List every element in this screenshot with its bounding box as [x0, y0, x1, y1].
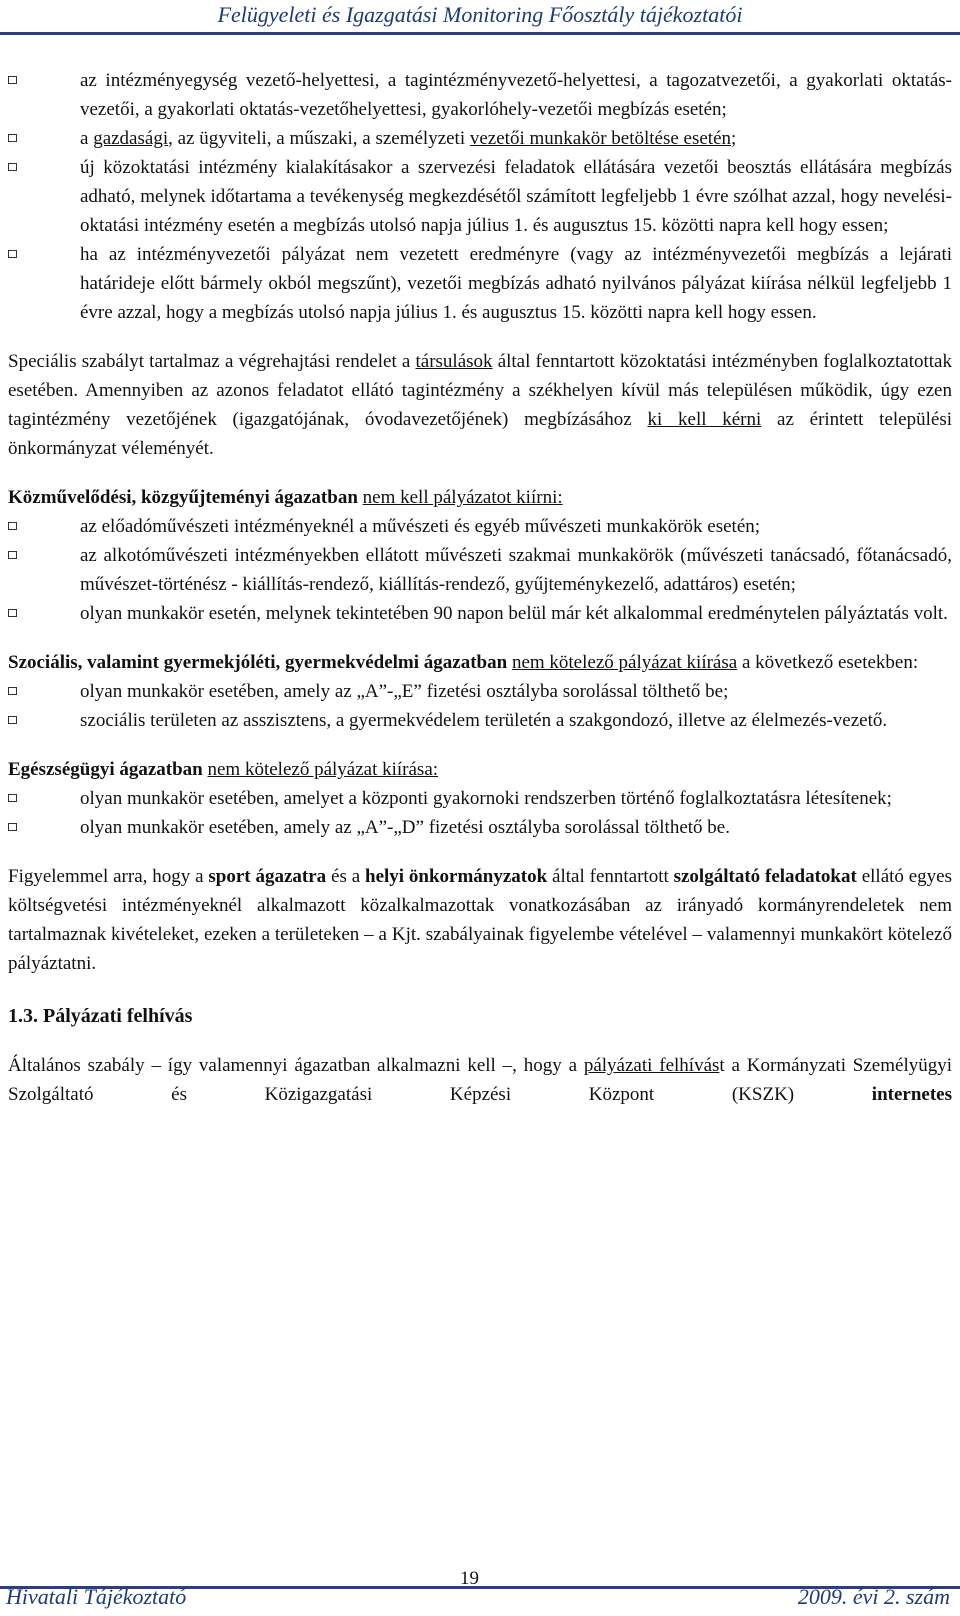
section-heading: 1.3. Pályázati felhívás — [8, 1005, 193, 1027]
list-item — [8, 784, 952, 813]
list-item-text: olyan munkakör esetén, melynek tekintetében 90 napon belül már két alkalommal eredménytelen pályáztatás volt. — [80, 603, 948, 624]
text-run: Figyelemmel arra, hogy a — [8, 866, 209, 887]
text-run: a következő esetekben: — [737, 652, 919, 673]
bold-text: Közművelődési, közgyűjteményi ágazatban — [8, 487, 358, 508]
list-item-text: az előadóművészeti intézményeknél a művészeti és egyéb művészeti munkakörök esetén; — [80, 516, 761, 537]
bullet-list-culture — [8, 512, 952, 628]
running-header: Felügyeleti és Igazgatási Monitoring Főosztály tájékoztatói — [217, 2, 743, 27]
footer-publication: Hivatali Tájékoztató — [6, 1584, 187, 1609]
underlined-text: gazdasági — [93, 128, 169, 149]
list-item-text: új közoktatási intézmény kialakításakor a szervezési feladatok ellátására vezetői beosztás ellátására megbízás adható, melynek időtartama a tevékenység megkezdésétől számított legfeljebb 1 évre szólhat azzal, hogy nevelési-oktatási intézmény esetén a megbízás utolsó napja július 1. és augusztus 15. közötti napra kell hogy essen; — [80, 157, 952, 236]
square-bullet-icon — [8, 134, 17, 142]
section-culture — [8, 483, 952, 628]
section-health — [8, 755, 952, 842]
text-run: t a Kormányzati Személyügyi Szolgáltató és Közigazgatási Képzési Központ (KSZK) — [8, 1055, 953, 1105]
text-run: a — [80, 128, 94, 149]
underlined-text: nem kötelező pályázat kiírása: — [207, 759, 439, 780]
square-bullet-icon — [8, 551, 17, 559]
underlined-text: nem kell pályázatot kiírni: — [362, 487, 563, 508]
list-item — [8, 124, 952, 153]
list-item-text: az intézményegység vezető-helyettesi, a tagintézményvezető-helyettesi, a tagozatvezetői, a gyakorlati oktatás-vezetői, a gyakorlati oktatás-vezetőhelyettesi, gyakorlóhely-vezetői megbízás esetén; — [80, 70, 952, 120]
list-item — [8, 677, 952, 706]
section-lead — [8, 483, 952, 512]
paragraph-associations — [8, 347, 952, 463]
square-bullet-icon — [8, 609, 17, 617]
underlined-text: társulások — [415, 351, 493, 372]
bold-text: helyi önkormányzatok — [365, 866, 548, 887]
text-run: , az ügyviteli, a műszaki, a személyzeti — [168, 128, 470, 149]
bold-text: sport ágazatra — [208, 866, 327, 887]
page-number: 19 — [460, 1568, 479, 1589]
bold-text: szolgáltató feladatokat — [673, 866, 857, 887]
square-bullet-icon — [8, 716, 17, 724]
list-item — [8, 512, 952, 541]
underlined-text: vezetői munkakör betöltése esetén — [469, 128, 732, 149]
square-bullet-icon — [8, 76, 17, 84]
section-social — [8, 648, 952, 735]
page-content — [8, 66, 952, 1109]
list-item-text: szociális területen az asszisztens, a gyermekvédelem területén a szakgondozó, illetve az élelmezés-vezető. — [80, 710, 888, 731]
bullet-list-social — [8, 677, 952, 735]
text-run: által fenntartott — [547, 866, 674, 887]
square-bullet-icon — [8, 687, 17, 695]
bullet-list-health — [8, 784, 952, 842]
list-item — [8, 813, 952, 842]
underlined-text: ki kell kérni — [647, 409, 762, 430]
section-lead — [8, 755, 952, 784]
square-bullet-icon — [8, 823, 17, 831]
text-run: ; — [731, 128, 737, 149]
section-lead — [8, 648, 952, 677]
list-item — [8, 240, 952, 327]
list-item — [8, 706, 952, 735]
list-item-text: olyan munkakör esetében, amelyet a központi gyakornoki rendszerben történő foglalkoztatásra létesítenek; — [80, 788, 892, 809]
header-rule — [0, 32, 960, 35]
text-run: és a — [326, 866, 365, 887]
bold-text: Egészségügyi ágazatban — [8, 759, 203, 780]
paragraph-announcement — [8, 1051, 952, 1109]
text-run: ellátó egyes költségvetési intézményeknél alkalmazott közalkalmazottak vonatkozásában az irányadó kormányrendeletek nem tartalmaznak kivételeket, ezeken a területeken – a Kjt. szabályainak figyelembe vételével – valamennyi munkakört kötelező pályáztatni. — [8, 866, 953, 974]
text-run: Speciális szabályt tartalmaz a végrehajtási rendelet a — [8, 351, 416, 372]
list-item — [8, 599, 952, 628]
list-item — [8, 153, 952, 240]
bold-text: Szociális, valamint gyermekjóléti, gyermekvédelmi ágazatban — [8, 652, 508, 673]
list-item-text: az alkotóművészeti intézményekben ellátott művészeti szakmai munkakörök (művészeti tanácsadó, főtanácsadó, művészet-történész - kiállítás-rendező, kiállítás-rendező, gyűjteménykezelő, adattáros) esetén; — [80, 545, 952, 595]
text-run: Általános szabály – így valamennyi ágazatban alkalmazni kell –, hogy a — [8, 1055, 584, 1076]
underlined-text: pályázati felhívás — [583, 1055, 720, 1076]
square-bullet-icon — [8, 250, 17, 258]
text-run: az érintett települési önkormányzat véleményét. — [8, 409, 952, 459]
list-item — [8, 66, 952, 124]
square-bullet-icon — [8, 794, 17, 802]
paragraph-sport — [8, 862, 952, 978]
square-bullet-icon — [8, 163, 17, 171]
list-item — [8, 541, 952, 599]
text-run: által fenntartott közoktatási intézményben foglalkoztatottak esetében. Amennyiben az azonos feladatot ellátó tagintézmény a székhelyen kívül más településen működik, úgy ezen tagintézmény vezetőjének (igazgatójának, óvodavezetőjének) megbízásához — [8, 351, 952, 430]
list-item-text: olyan munkakör esetében, amely az „A”-„E” fizetési osztályba sorolással tölthető be; — [80, 681, 729, 702]
bold-text: internetes — [871, 1084, 952, 1105]
bullet-list-education — [8, 66, 952, 327]
footer-issue: 2009. évi 2. szám — [797, 1584, 950, 1609]
list-item-text: ha az intézményvezetői pályázat nem vezetett eredményre (vagy az intézményvezetői megbízás a lejárati határideje előtt bármely okból megszűnt), vezetői megbízás adható nyilvános pályázat kiírása nélkül legfeljebb 1 évre azzal, hogy a megbízás utolsó napja július 1. és augusztus 15. közötti napra kell hogy essen. — [80, 244, 952, 323]
list-item-text: olyan munkakör esetében, amely az „A”-„D” fizetési osztályba sorolással tölthető be. — [80, 817, 730, 838]
square-bullet-icon — [8, 522, 17, 530]
underlined-text: nem kötelező pályázat kiírása — [511, 652, 738, 673]
